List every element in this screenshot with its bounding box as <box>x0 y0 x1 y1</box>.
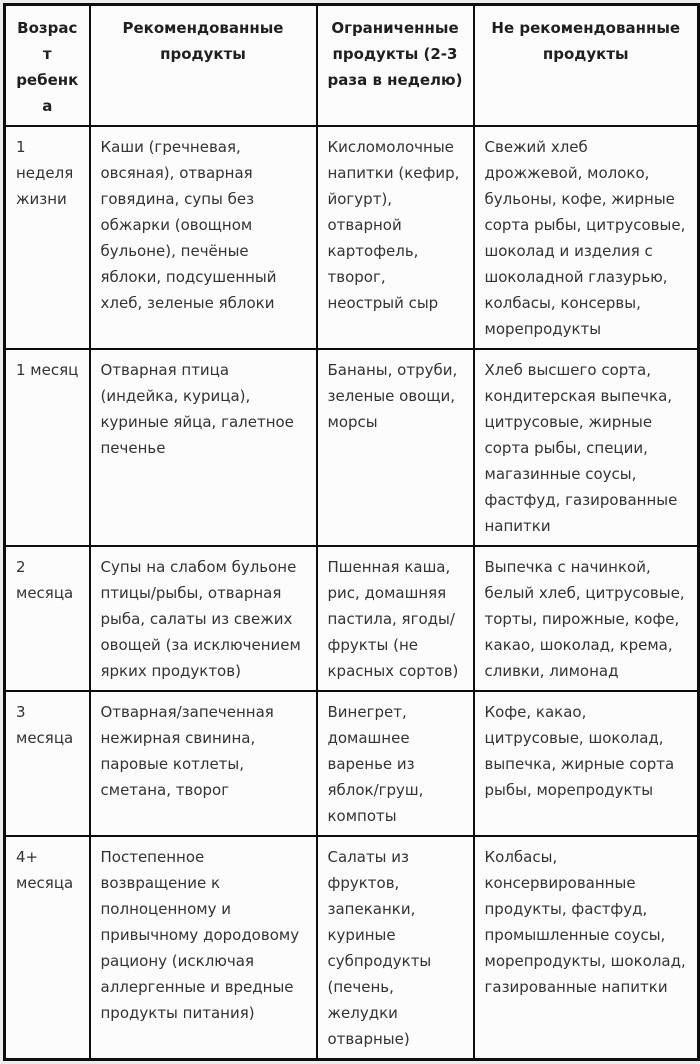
table-row <box>5 691 699 836</box>
not-recommended-cell: Хлеб высшего сорта, кондитерская выпечка, цитрусовые, жирные сорта рыбы, специи, магазинные соусы, фастфуд, газированные напитки <box>474 349 699 546</box>
recommended-cell: Отварная птица (индейка, курица), куриные яйца, галетное печенье <box>90 349 317 546</box>
limited-cell: Кисломолочные напитки (кефир, йогурт), отварной картофель, творог, неострый сыр <box>317 126 474 349</box>
not-recommended-cell: Свежий хлеб дрожжевой, молоко, бульоны, кофе, жирные сорта рыбы, цитрусовые, шоколад и изделия с шоколадной глазурью, колбасы, консервы, морепродукты <box>474 126 699 349</box>
limited-cell: Винегрет, домашнее варенье из яблок/груш, компоты <box>317 691 474 836</box>
limited-cell: Салаты из фруктов, запеканки, куриные субпродукты (печень, желудки отварные) <box>317 836 474 1060</box>
column-header-not-recommended: Не рекомендованные продукты <box>474 5 699 127</box>
not-recommended-cell: Колбасы, консервированные продукты, фастфуд, промышленные соусы, морепродукты, шоколад, газированные напитки <box>474 836 699 1060</box>
recommended-cell: Супы на слабом бульоне птицы/рыбы, отварная рыба, салаты из свежих овощей (за исключением ярких продуктов) <box>90 546 317 691</box>
age-cell: 2 месяца <box>5 546 90 691</box>
recommended-cell: Постепенное возвращение к полноценному и привычному дородовому рациону (исключая аллергенные и вредные продукты питания) <box>90 836 317 1060</box>
age-cell: 3 месяца <box>5 691 90 836</box>
column-header-age: Возраст ребенка <box>5 5 90 127</box>
recommended-cell: Отварная/запеченная нежирная свинина, паровые котлеты, сметана, творог <box>90 691 317 836</box>
not-recommended-cell: Кофе, какао, цитрусовые, шоколад, выпечка, жирные сорта рыбы, морепродукты <box>474 691 699 836</box>
column-header-limited: Ограниченные продукты (2-3 раза в неделю) <box>317 5 474 127</box>
table-row <box>5 349 699 546</box>
header-row <box>5 5 699 127</box>
table-row <box>5 546 699 691</box>
limited-cell: Бананы, отруби, зеленые овощи, морсы <box>317 349 474 546</box>
table-body <box>5 126 699 1060</box>
column-header-recommended: Рекомендованные продукты <box>90 5 317 127</box>
age-cell: 1 неделя жизни <box>5 126 90 349</box>
not-recommended-cell: Выпечка с начинкой, белый хлеб, цитрусовые, торты, пирожные, кофе, какао, шоколад, крема, сливки, лимонад <box>474 546 699 691</box>
table-row <box>5 126 699 349</box>
recommended-cell: Каши (гречневая, овсяная), отварная говядина, супы без обжарки (овощном бульоне), печёные яблоки, подсушенный хлеб, зеленые яблоки <box>90 126 317 349</box>
breastfeeding-diet-table <box>3 3 700 1061</box>
table-row <box>5 836 699 1060</box>
age-cell: 1 месяц <box>5 349 90 546</box>
limited-cell: Пшенная каша, рис, домашняя пастила, ягоды/фрукты (не красных сортов) <box>317 546 474 691</box>
age-cell: 4+ месяца <box>5 836 90 1060</box>
